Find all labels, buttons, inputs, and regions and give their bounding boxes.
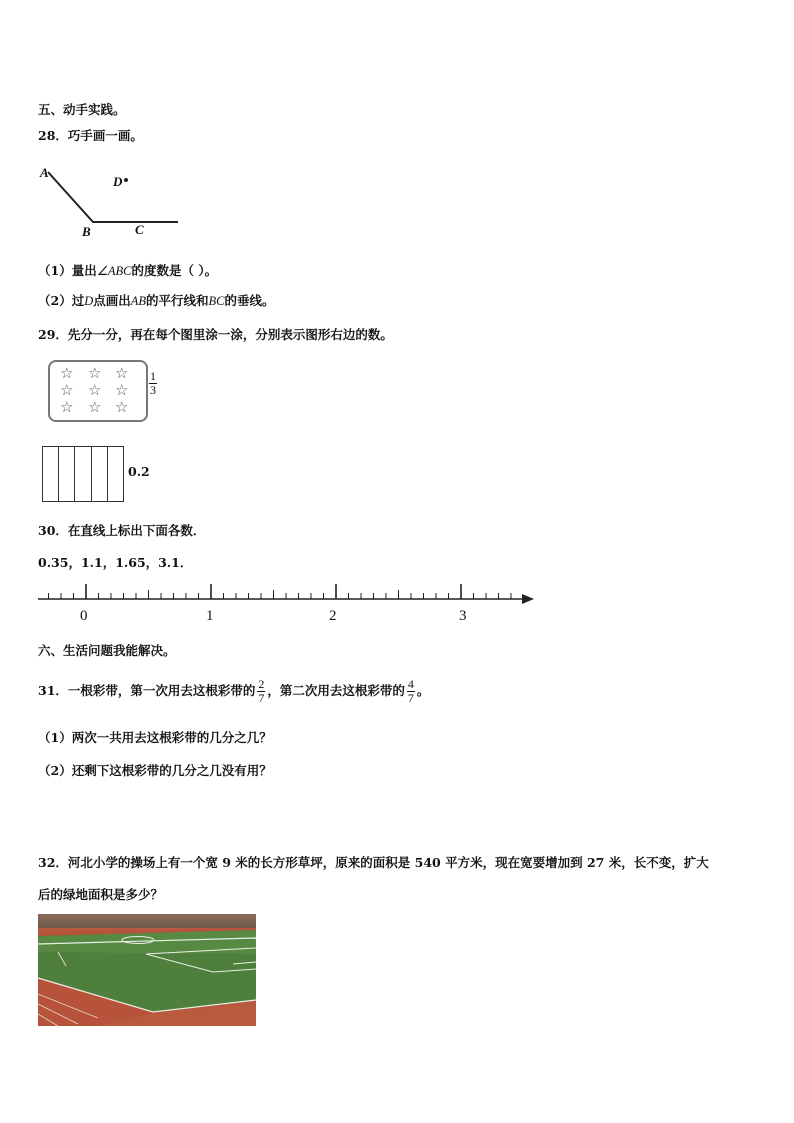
q28-sub1-angle: ∠ABC [96, 264, 132, 278]
fraction-two-sevenths [257, 678, 265, 705]
q28-sub1-pre: （1）量出 [38, 263, 97, 278]
angle-abc-figure [38, 160, 188, 240]
q31-part1: 31．一根彩带，第一次用去这根彩带的 [38, 683, 256, 698]
q28-sub2-pre: （2）过 [38, 293, 85, 308]
fraction-four-sevenths [407, 678, 415, 705]
question-32-line1: 32．河北小学的操场上有一个宽 9 米的长方形草坪，原来的面积是 540 平方米，现在宽要增加到 27 米，长不变，扩大 [38, 855, 709, 870]
question-32-line2: 后的绿地面积是多少？ [38, 887, 164, 902]
star-icon: ☆ [88, 381, 102, 399]
fraction-denominator: 7 [258, 691, 265, 705]
q31-part3: 。 [416, 683, 430, 698]
question-30-title: 30．在直线上标出下面各数． [38, 523, 206, 538]
q28-sub1-post: 的度数是（ ）。 [131, 263, 218, 278]
q28-sub2-post: 的垂线。 [224, 293, 275, 308]
playground-photo [38, 914, 256, 1026]
question-28-title: 28．巧手画一画。 [38, 128, 143, 143]
star-icon: ☆ [115, 364, 129, 382]
question-28-sub1 [38, 261, 217, 279]
fraction-numerator: 2 [258, 677, 265, 691]
question-31-sub2: （2）还剩下这根彩带的几分之几没有用？ [38, 763, 272, 778]
fraction-numerator: 4 [407, 677, 414, 691]
decimal-label: 0.2 [128, 464, 150, 479]
question-31-title [38, 676, 429, 706]
axis-label-1: 1 [206, 608, 214, 624]
q28-sub2-ab: AB [130, 294, 147, 308]
label-d: D [113, 174, 123, 189]
axis-arrow [522, 594, 534, 604]
label-a: A [40, 165, 49, 180]
star-icon: ☆ [115, 381, 129, 399]
star-icon: ☆ [60, 381, 74, 399]
fraction-one-third [149, 370, 157, 397]
star-group-box [48, 360, 148, 422]
question-30-numbers: 0.35，1.1，1.65，3.1． [38, 555, 193, 570]
question-28-sub2 [38, 291, 275, 309]
fraction-denominator: 3 [150, 383, 156, 397]
question-31-sub1: （1）两次一共用去这根彩带的几分之几？ [38, 730, 272, 745]
star-icon: ☆ [60, 398, 74, 416]
strip-rectangle [42, 446, 124, 502]
section-five-title: 五、动手实践。 [38, 102, 126, 117]
star-icon: ☆ [115, 398, 129, 416]
q28-sub2-bc: BC [208, 294, 225, 308]
strip [75, 447, 91, 501]
star-icon: ☆ [88, 364, 102, 382]
q28-sub2-d: D [84, 294, 94, 308]
q28-sub2-mid1: 点画出 [93, 293, 131, 308]
label-b: B [82, 224, 91, 239]
axis-label-2: 2 [329, 608, 337, 624]
strip [59, 447, 75, 501]
star-icon: ☆ [88, 398, 102, 416]
strip [92, 447, 108, 501]
star-icon: ☆ [60, 364, 74, 382]
q28-sub2-mid2: 的平行线和 [146, 293, 209, 308]
fraction-numerator: 1 [150, 369, 156, 383]
question-29-title: 29．先分一分，再在每个图里涂一涂，分别表示图形右边的数。 [38, 327, 393, 342]
label-c: C [135, 222, 144, 237]
q31-part2: ，第二次用去这根彩带的 [267, 683, 405, 698]
strip [108, 447, 123, 501]
section-six-title: 六、生活问题我能解决。 [38, 643, 176, 658]
strip [43, 447, 59, 501]
axis-label-0: 0 [80, 608, 88, 624]
fraction-denominator: 7 [407, 691, 414, 705]
axis-label-3: 3 [459, 608, 467, 624]
